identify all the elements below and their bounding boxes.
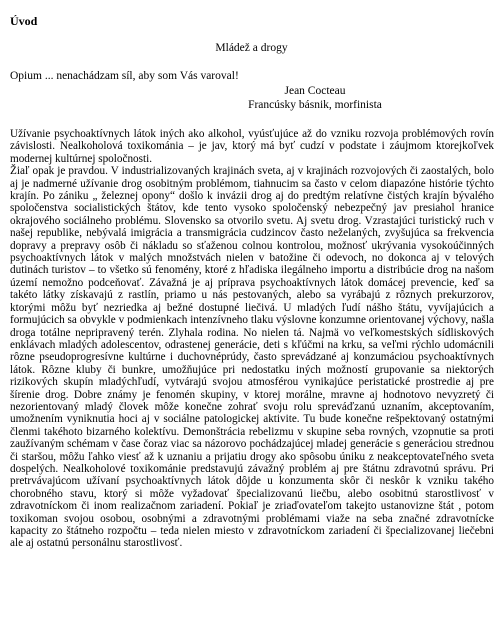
epigraph-author: Jean Cocteau [284,85,346,97]
epigraph-quote: Opium ... nenachádzam síl, aby som Vás varoval! [10,70,239,82]
body-text [10,128,494,550]
section-heading: Úvod [10,14,38,28]
epigraph-author-role: Francúsky básnik, morfinista [248,99,382,111]
paragraph: Užívanie psychoaktívnych látok iných ako alkohol, vyúsťujúce až do vzniku rozvoja problémových rovín závislosti. Nealkoholová toxikománia – je jav, ktorý má byť cudzí v podstate i záujmom ktorejkoľvek modernej kultúrnej spoločnosti. [10,128,494,165]
paragraph: Žiaľ opak je pravdou. V industrializovaných krajinách sveta, aj v krajinách rozvojových či zaostalých, bolo aj je nadmerné užívanie drog osobitným problémom, tiahnucim sa často v celom diapazóne histórie týchto krajín. Po zániku „ železnej opony“ došlo k invázii drog aj do predtým relatívne čistých krajín bývalého spoločenstva socialistických štátov, kde tento vysoko spoločenský nebezpečný jav presiahol hranice okrajového sociálneho problému. Slovensko sa otvorilo svetu. Aj svetu drog. Vzrastajúci turistický ruch v našej republike, nebývalá imigrácia a transmigrácia cudzincov často neželaných, zvyšujúca sa frekvencia dopravy a prepravy osôb či nákladu so sťaženou colnou kontrolou, možnosť ukrývania vysokoúčinných psychoaktívnych látok v malých množstvách nielen v batožine či odevoch, no dokonca aj v telových dutinách turistov – to všetko sú fenomény, ktoré z hľadiska ilegálneho importu a distribúcie drog na našom území nemožno podceňovať. Závažná je aj príprava psychoaktívnych látok domácej prevencie, keď sa takéto látky získavajú z rastlín, priamo u nás pestovaných, alebo sa vyrábajú z rôznych prekurzorov, ktorými môžu byť nezriedka aj bežné dostupné liečivá. U mladých ľudí nášho štátu, vyvíjajúcich a formujúcich sa obvykle v podmienkach intenzívneho tlaku výslovne konzumne orientovanej výchovy, našla droga totálne nepripravený terén. Zlyhala rodina. No nielen tá. Najmä vo veľkomestských sídliskových enklávach mladých adolescentov, odrastenej generácie, deti s kľúčmi na krku, sa veľmi rýchlo udomácnili rôzne pseudoprogresívne kultúrne i duchovnéprúdy, často sprevádzané aj konzumáciou psychoaktívnych látok. Rôzne kluby či bunkre, umožňujúce pri nedostatku iných možností grupovanie sa niektorých rizikových skupín mladýchľudí, vytvárajú svojou atmosférou vynikajúce peristatické prostredie aj pre šírenie drog. Dobre známy je fenomén skupiny, v ktorej morálne, mravne aj hodnotovo nevyzretý či nezorientovaný mladý človek môže konečne zohrať svoju rolu spreváďzanú uznaním, akceptovaním, umožnením vyniknutia hoci aj v sociálne patologickej aktivite. Tu bude konečne rešpektovaný ostatnými členmi takéhoto bizarného kolektívu. Demonštrácia rebelizmu v skupine seba rovných, vzopnutie sa proti zaužívaným schémam v čase čoraz viac sa názorovo pochádzajúcej mladej generácie s generáciou strednou či staršou, môžu ľahko viesť až k uznaniu a prijatiu drogy ako spôsobu úniku z neakceptovateľného sveta dospelých. Nealkoholové toxikománie predstavujú závažný problém aj pre štátnu zdravotnú správu. Pri pretrvávajúcom užívaní psychoaktívnych látok dôjde u konzumenta skôr či neskôr k vzniku takého chorobného stavu, ktorý si môže vyžadovať špecializovanú liečbu, alebo osobitnú starostlivosť v zdravotníckom či inom realizačnom zariadení. Pokiaľ je zriaďovateľom takejto ustanovizne štát , potom toxikoman svojou osobou, osobnými a zdravotnými problémami viaže na seba značné zdravotnícke kapacity zo štátneho rozpočtu – teda nielen miesto v zdravotníckom zariadení či špecializovanej liečebni ale aj ostatnú personálnu starostlivosť. [10,165,494,550]
document-subtitle: Mládež a drogy [215,42,288,54]
epigraph-attribution [190,84,440,112]
